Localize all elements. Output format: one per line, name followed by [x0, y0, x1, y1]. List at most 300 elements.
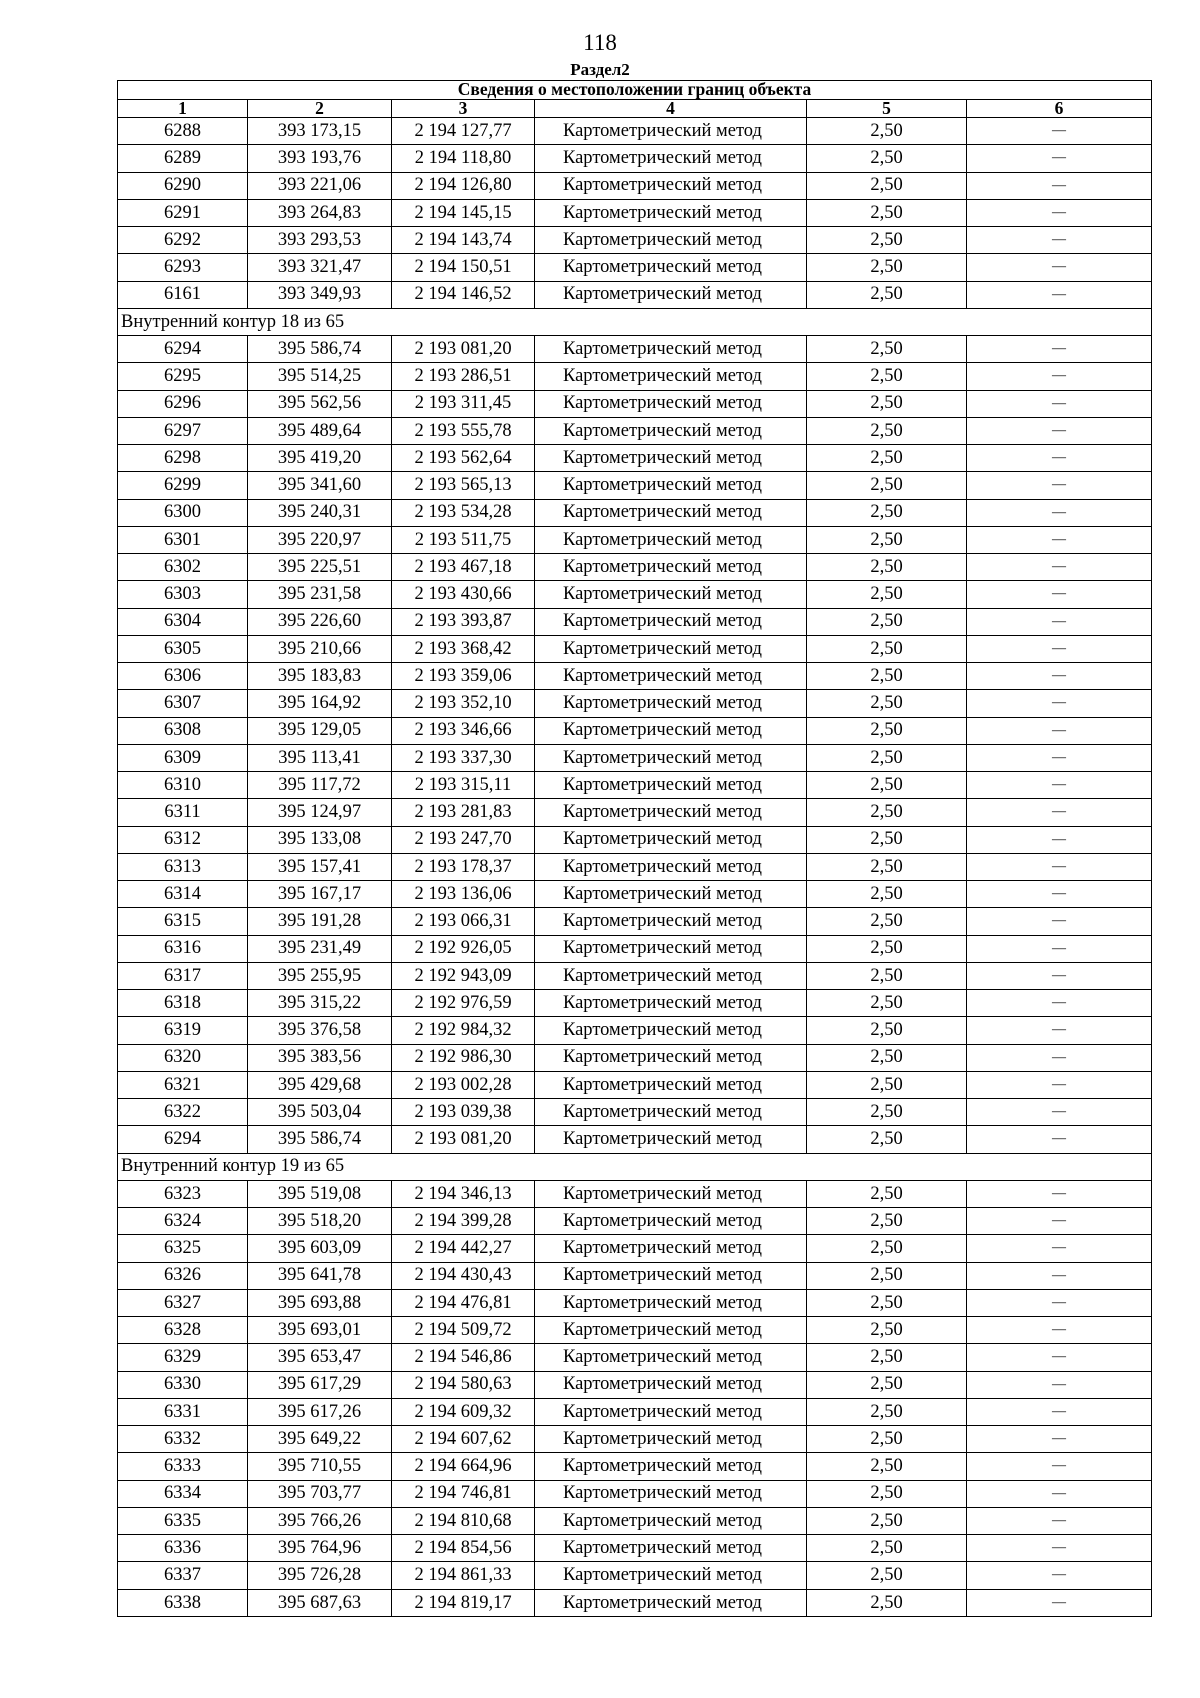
column-header: 5: [807, 99, 967, 118]
note-cell: —: [967, 744, 1152, 771]
point-number-cell: 6290: [118, 172, 248, 199]
x-coordinate-cell: 395 210,66: [248, 635, 392, 662]
point-number-cell: 6317: [118, 962, 248, 989]
x-coordinate-cell: 395 703,77: [248, 1480, 392, 1507]
accuracy-cell: 2,50: [807, 499, 967, 526]
x-coordinate-cell: 395 164,92: [248, 690, 392, 717]
x-coordinate-cell: 395 653,47: [248, 1344, 392, 1371]
x-coordinate-cell: 395 225,51: [248, 554, 392, 581]
note-cell: —: [967, 145, 1152, 172]
point-number-cell: 6292: [118, 227, 248, 254]
accuracy-cell: 2,50: [807, 1071, 967, 1098]
y-coordinate-cell: 2 194 476,81: [392, 1289, 535, 1316]
note-cell: —: [967, 1535, 1152, 1562]
table-row: [118, 1099, 1152, 1126]
x-coordinate-cell: 395 617,26: [248, 1398, 392, 1425]
y-coordinate-cell: 2 194 118,80: [392, 145, 535, 172]
table-row: [118, 1262, 1152, 1289]
method-cell: Картометрический метод: [535, 635, 807, 662]
y-coordinate-cell: 2 193 352,10: [392, 690, 535, 717]
note-cell: —: [967, 663, 1152, 690]
x-coordinate-cell: 395 726,28: [248, 1562, 392, 1589]
method-cell: Картометрический метод: [535, 1371, 807, 1398]
method-cell: Картометрический метод: [535, 1099, 807, 1126]
method-cell: Картометрический метод: [535, 526, 807, 553]
note-cell: —: [967, 1317, 1152, 1344]
method-cell: Картометрический метод: [535, 608, 807, 635]
x-coordinate-cell: 395 641,78: [248, 1262, 392, 1289]
point-number-cell: 6296: [118, 390, 248, 417]
table-row: [118, 172, 1152, 199]
note-cell: —: [967, 1589, 1152, 1617]
point-number-cell: 6304: [118, 608, 248, 635]
note-cell: —: [967, 962, 1152, 989]
accuracy-cell: 2,50: [807, 908, 967, 935]
y-coordinate-cell: 2 193 002,28: [392, 1071, 535, 1098]
point-number-cell: 6330: [118, 1371, 248, 1398]
method-cell: Картометрический метод: [535, 417, 807, 444]
method-cell: Картометрический метод: [535, 472, 807, 499]
table-row: [118, 690, 1152, 717]
accuracy-cell: 2,50: [807, 199, 967, 226]
table-row: [118, 772, 1152, 799]
table-row: [118, 908, 1152, 935]
x-coordinate-cell: 395 226,60: [248, 608, 392, 635]
table-row: [118, 635, 1152, 662]
point-number-cell: 6161: [118, 281, 248, 308]
table-row: [118, 1589, 1152, 1617]
y-coordinate-cell: 2 194 150,51: [392, 254, 535, 281]
y-coordinate-cell: 2 194 346,13: [392, 1180, 535, 1207]
x-coordinate-cell: 393 173,15: [248, 118, 392, 145]
point-number-cell: 6310: [118, 772, 248, 799]
x-coordinate-cell: 395 133,08: [248, 826, 392, 853]
table-row: [118, 1426, 1152, 1453]
accuracy-cell: 2,50: [807, 581, 967, 608]
note-cell: —: [967, 1344, 1152, 1371]
column-header: 2: [248, 99, 392, 118]
table-row: [118, 935, 1152, 962]
x-coordinate-cell: 395 617,29: [248, 1371, 392, 1398]
y-coordinate-cell: 2 194 607,62: [392, 1426, 535, 1453]
y-coordinate-cell: 2 194 861,33: [392, 1562, 535, 1589]
point-number-cell: 6289: [118, 145, 248, 172]
point-number-cell: 6319: [118, 1017, 248, 1044]
note-cell: —: [967, 608, 1152, 635]
table-row: [118, 962, 1152, 989]
y-coordinate-cell: 2 194 664,96: [392, 1453, 535, 1480]
x-coordinate-cell: 395 383,56: [248, 1044, 392, 1071]
note-cell: —: [967, 445, 1152, 472]
method-cell: Картометрический метод: [535, 1589, 807, 1617]
method-cell: Картометрический метод: [535, 118, 807, 145]
note-cell: —: [967, 199, 1152, 226]
x-coordinate-cell: 395 687,63: [248, 1589, 392, 1617]
accuracy-cell: 2,50: [807, 1535, 967, 1562]
method-cell: Картометрический метод: [535, 227, 807, 254]
y-coordinate-cell: 2 193 315,11: [392, 772, 535, 799]
y-coordinate-cell: 2 194 127,77: [392, 118, 535, 145]
table-row: [118, 1562, 1152, 1589]
point-number-cell: 6312: [118, 826, 248, 853]
accuracy-cell: 2,50: [807, 145, 967, 172]
point-number-cell: 6321: [118, 1071, 248, 1098]
accuracy-cell: 2,50: [807, 1208, 967, 1235]
note-cell: —: [967, 1180, 1152, 1207]
method-cell: Картометрический метод: [535, 1126, 807, 1153]
table-row: [118, 1289, 1152, 1316]
x-coordinate-cell: 395 649,22: [248, 1426, 392, 1453]
y-coordinate-cell: 2 194 546,86: [392, 1344, 535, 1371]
method-cell: Картометрический метод: [535, 1344, 807, 1371]
accuracy-cell: 2,50: [807, 254, 967, 281]
note-cell: —: [967, 908, 1152, 935]
note-cell: —: [967, 1426, 1152, 1453]
method-cell: Картометрический метод: [535, 336, 807, 363]
table-row: [118, 1371, 1152, 1398]
note-cell: —: [967, 1071, 1152, 1098]
note-cell: —: [967, 1480, 1152, 1507]
y-coordinate-cell: 2 194 509,72: [392, 1317, 535, 1344]
point-number-cell: 6298: [118, 445, 248, 472]
accuracy-cell: 2,50: [807, 1289, 967, 1316]
accuracy-cell: 2,50: [807, 962, 967, 989]
x-coordinate-cell: 395 220,97: [248, 526, 392, 553]
table-row: [118, 1044, 1152, 1071]
y-coordinate-cell: 2 193 555,78: [392, 417, 535, 444]
method-cell: Картометрический метод: [535, 1235, 807, 1262]
x-coordinate-cell: 395 255,95: [248, 962, 392, 989]
y-coordinate-cell: 2 192 943,09: [392, 962, 535, 989]
x-coordinate-cell: 395 764,96: [248, 1535, 392, 1562]
accuracy-cell: 2,50: [807, 1453, 967, 1480]
x-coordinate-cell: 395 518,20: [248, 1208, 392, 1235]
point-number-cell: 6320: [118, 1044, 248, 1071]
y-coordinate-cell: 2 192 986,30: [392, 1044, 535, 1071]
table-row: [118, 118, 1152, 145]
table-row: [118, 281, 1152, 308]
accuracy-cell: 2,50: [807, 935, 967, 962]
note-cell: —: [967, 1208, 1152, 1235]
x-coordinate-cell: 395 376,58: [248, 1017, 392, 1044]
note-cell: —: [967, 363, 1152, 390]
note-cell: —: [967, 1044, 1152, 1071]
y-coordinate-cell: 2 193 430,66: [392, 581, 535, 608]
note-cell: —: [967, 554, 1152, 581]
table-row: [118, 363, 1152, 390]
accuracy-cell: 2,50: [807, 472, 967, 499]
accuracy-cell: 2,50: [807, 336, 967, 363]
table-row: [118, 336, 1152, 363]
note-cell: —: [967, 526, 1152, 553]
boundary-table: [117, 80, 1152, 1617]
method-cell: Картометрический метод: [535, 663, 807, 690]
column-header: 4: [535, 99, 807, 118]
note-cell: —: [967, 690, 1152, 717]
table-row: [118, 853, 1152, 880]
method-cell: Картометрический метод: [535, 499, 807, 526]
point-number-cell: 6308: [118, 717, 248, 744]
table-row: [118, 1535, 1152, 1562]
section-title: Раздел2: [570, 60, 630, 79]
y-coordinate-cell: 2 194 819,17: [392, 1589, 535, 1617]
y-coordinate-cell: 2 193 467,18: [392, 554, 535, 581]
method-cell: Картометрический метод: [535, 1180, 807, 1207]
point-number-cell: 6331: [118, 1398, 248, 1425]
x-coordinate-cell: 395 693,88: [248, 1289, 392, 1316]
point-number-cell: 6325: [118, 1235, 248, 1262]
point-number-cell: 6305: [118, 635, 248, 662]
x-coordinate-cell: 395 514,25: [248, 363, 392, 390]
method-cell: Картометрический метод: [535, 281, 807, 308]
x-coordinate-cell: 395 183,83: [248, 663, 392, 690]
method-cell: Картометрический метод: [535, 935, 807, 962]
x-coordinate-cell: 395 766,26: [248, 1507, 392, 1534]
y-coordinate-cell: 2 193 081,20: [392, 336, 535, 363]
note-cell: —: [967, 1099, 1152, 1126]
point-number-cell: 6334: [118, 1480, 248, 1507]
x-coordinate-cell: 395 124,97: [248, 799, 392, 826]
method-cell: Картометрический метод: [535, 853, 807, 880]
accuracy-cell: 2,50: [807, 853, 967, 880]
accuracy-cell: 2,50: [807, 1317, 967, 1344]
method-cell: Картометрический метод: [535, 908, 807, 935]
point-number-cell: 6314: [118, 881, 248, 908]
point-number-cell: 6300: [118, 499, 248, 526]
x-coordinate-cell: 395 586,74: [248, 336, 392, 363]
method-cell: Картометрический метод: [535, 445, 807, 472]
method-cell: Картометрический метод: [535, 1426, 807, 1453]
table-row: [118, 1507, 1152, 1534]
point-number-cell: 6329: [118, 1344, 248, 1371]
note-cell: —: [967, 254, 1152, 281]
table-row: [118, 472, 1152, 499]
point-number-cell: 6332: [118, 1426, 248, 1453]
y-coordinate-cell: 2 193 311,45: [392, 390, 535, 417]
accuracy-cell: 2,50: [807, 1180, 967, 1207]
note-cell: —: [967, 1262, 1152, 1289]
note-cell: —: [967, 635, 1152, 662]
y-coordinate-cell: 2 194 609,32: [392, 1398, 535, 1425]
note-cell: —: [967, 172, 1152, 199]
x-coordinate-cell: 393 321,47: [248, 254, 392, 281]
y-coordinate-cell: 2 193 081,20: [392, 1126, 535, 1153]
point-number-cell: 6303: [118, 581, 248, 608]
y-coordinate-cell: 2 193 565,13: [392, 472, 535, 499]
accuracy-cell: 2,50: [807, 445, 967, 472]
table-row: [118, 199, 1152, 226]
accuracy-cell: 2,50: [807, 717, 967, 744]
y-coordinate-cell: 2 193 066,31: [392, 908, 535, 935]
accuracy-cell: 2,50: [807, 1562, 967, 1589]
x-coordinate-cell: 395 191,28: [248, 908, 392, 935]
x-coordinate-cell: 395 117,72: [248, 772, 392, 799]
accuracy-cell: 2,50: [807, 1344, 967, 1371]
note-cell: —: [967, 990, 1152, 1017]
x-coordinate-cell: 395 586,74: [248, 1126, 392, 1153]
accuracy-cell: 2,50: [807, 1126, 967, 1153]
table-row: [118, 1317, 1152, 1344]
accuracy-cell: 2,50: [807, 1398, 967, 1425]
method-cell: Картометрический метод: [535, 1398, 807, 1425]
table-row: [118, 1017, 1152, 1044]
point-number-cell: 6333: [118, 1453, 248, 1480]
table-row: [118, 145, 1152, 172]
note-cell: —: [967, 1289, 1152, 1316]
y-coordinate-cell: 2 194 810,68: [392, 1507, 535, 1534]
y-coordinate-cell: 2 192 984,32: [392, 1017, 535, 1044]
method-cell: Картометрический метод: [535, 581, 807, 608]
table-row: [118, 227, 1152, 254]
method-cell: Картометрический метод: [535, 881, 807, 908]
y-coordinate-cell: 2 194 145,15: [392, 199, 535, 226]
contour-heading-row: [118, 308, 1152, 335]
point-number-cell: 6326: [118, 1262, 248, 1289]
column-header: 3: [392, 99, 535, 118]
table-row: [118, 1071, 1152, 1098]
table-row: [118, 799, 1152, 826]
accuracy-cell: 2,50: [807, 881, 967, 908]
y-coordinate-cell: 2 194 143,74: [392, 227, 535, 254]
accuracy-cell: 2,50: [807, 690, 967, 717]
y-coordinate-cell: 2 193 346,66: [392, 717, 535, 744]
point-number-cell: 6318: [118, 990, 248, 1017]
accuracy-cell: 2,50: [807, 1507, 967, 1534]
contour-heading-row: [118, 1153, 1152, 1180]
note-cell: —: [967, 935, 1152, 962]
x-coordinate-cell: 393 264,83: [248, 199, 392, 226]
table-row: [118, 390, 1152, 417]
x-coordinate-cell: 395 693,01: [248, 1317, 392, 1344]
table-row: [118, 499, 1152, 526]
accuracy-cell: 2,50: [807, 390, 967, 417]
method-cell: Картометрический метод: [535, 254, 807, 281]
method-cell: Картометрический метод: [535, 1262, 807, 1289]
note-cell: —: [967, 227, 1152, 254]
y-coordinate-cell: 2 193 337,30: [392, 744, 535, 771]
y-coordinate-cell: 2 194 399,28: [392, 1208, 535, 1235]
note-cell: —: [967, 281, 1152, 308]
note-cell: —: [967, 881, 1152, 908]
point-number-cell: 6338: [118, 1589, 248, 1617]
method-cell: Картометрический метод: [535, 199, 807, 226]
y-coordinate-cell: 2 193 178,37: [392, 853, 535, 880]
method-cell: Картометрический метод: [535, 744, 807, 771]
accuracy-cell: 2,50: [807, 227, 967, 254]
method-cell: Картометрический метод: [535, 1071, 807, 1098]
table-row: [118, 254, 1152, 281]
accuracy-cell: 2,50: [807, 554, 967, 581]
method-cell: Картометрический метод: [535, 390, 807, 417]
table-row: [118, 717, 1152, 744]
point-number-cell: 6297: [118, 417, 248, 444]
table-row: [118, 526, 1152, 553]
point-number-cell: 6324: [118, 1208, 248, 1235]
point-number-cell: 6291: [118, 199, 248, 226]
x-coordinate-cell: 395 503,04: [248, 1099, 392, 1126]
accuracy-cell: 2,50: [807, 1262, 967, 1289]
note-cell: —: [967, 390, 1152, 417]
x-coordinate-cell: 395 315,22: [248, 990, 392, 1017]
accuracy-cell: 2,50: [807, 826, 967, 853]
accuracy-cell: 2,50: [807, 281, 967, 308]
method-cell: Картометрический метод: [535, 1317, 807, 1344]
point-number-cell: 6294: [118, 336, 248, 363]
y-coordinate-cell: 2 194 442,27: [392, 1235, 535, 1262]
point-number-cell: 6315: [118, 908, 248, 935]
x-coordinate-cell: 395 562,56: [248, 390, 392, 417]
x-coordinate-cell: 395 167,17: [248, 881, 392, 908]
table-row: [118, 1344, 1152, 1371]
note-cell: —: [967, 1371, 1152, 1398]
point-number-cell: 6313: [118, 853, 248, 880]
accuracy-cell: 2,50: [807, 990, 967, 1017]
y-coordinate-cell: 2 193 247,70: [392, 826, 535, 853]
y-coordinate-cell: 2 194 580,63: [392, 1371, 535, 1398]
method-cell: Картометрический метод: [535, 1535, 807, 1562]
accuracy-cell: 2,50: [807, 526, 967, 553]
y-coordinate-cell: 2 192 926,05: [392, 935, 535, 962]
column-header: 1: [118, 99, 248, 118]
method-cell: Картометрический метод: [535, 1507, 807, 1534]
accuracy-cell: 2,50: [807, 118, 967, 145]
accuracy-cell: 2,50: [807, 363, 967, 390]
x-coordinate-cell: 395 710,55: [248, 1453, 392, 1480]
point-number-cell: 6309: [118, 744, 248, 771]
table-title: Сведения о местоположении границ объекта: [118, 81, 1152, 100]
point-number-cell: 6316: [118, 935, 248, 962]
table-row: [118, 554, 1152, 581]
x-coordinate-cell: 395 231,58: [248, 581, 392, 608]
note-cell: —: [967, 118, 1152, 145]
method-cell: Картометрический метод: [535, 145, 807, 172]
method-cell: Картометрический метод: [535, 1480, 807, 1507]
method-cell: Картометрический метод: [535, 772, 807, 799]
note-cell: —: [967, 581, 1152, 608]
accuracy-cell: 2,50: [807, 772, 967, 799]
accuracy-cell: 2,50: [807, 1044, 967, 1071]
point-number-cell: 6323: [118, 1180, 248, 1207]
x-coordinate-cell: 393 221,06: [248, 172, 392, 199]
column-header: 6: [967, 99, 1152, 118]
note-cell: —: [967, 1398, 1152, 1425]
x-coordinate-cell: 395 429,68: [248, 1071, 392, 1098]
x-coordinate-cell: 395 489,64: [248, 417, 392, 444]
point-number-cell: 6294: [118, 1126, 248, 1153]
x-coordinate-cell: 393 193,76: [248, 145, 392, 172]
y-coordinate-cell: 2 193 359,06: [392, 663, 535, 690]
point-number-cell: 6335: [118, 1507, 248, 1534]
point-number-cell: 6302: [118, 554, 248, 581]
point-number-cell: 6307: [118, 690, 248, 717]
note-cell: —: [967, 1453, 1152, 1480]
accuracy-cell: 2,50: [807, 608, 967, 635]
contour-label: Внутренний контур 18 из 65: [118, 308, 1152, 335]
method-cell: Картометрический метод: [535, 690, 807, 717]
table-body: [118, 118, 1152, 1617]
accuracy-cell: 2,50: [807, 1480, 967, 1507]
table-row: [118, 581, 1152, 608]
accuracy-cell: 2,50: [807, 1589, 967, 1617]
note-cell: —: [967, 1507, 1152, 1534]
note-cell: —: [967, 1235, 1152, 1262]
table-row: [118, 1453, 1152, 1480]
y-coordinate-cell: 2 194 126,80: [392, 172, 535, 199]
method-cell: Картометрический метод: [535, 1208, 807, 1235]
column-header-row: [118, 99, 1152, 118]
point-number-cell: 6336: [118, 1535, 248, 1562]
method-cell: Картометрический метод: [535, 990, 807, 1017]
